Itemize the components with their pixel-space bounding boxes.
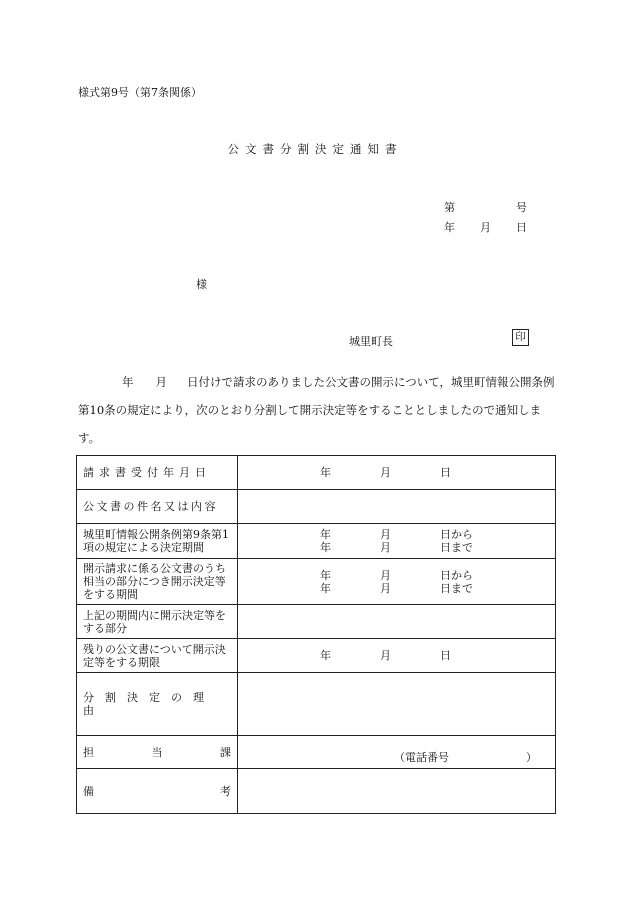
table-row — [77, 736, 556, 769]
issuer-name: 城里町長 — [349, 335, 393, 348]
row-label: 公文書の件名又は内容 — [77, 490, 238, 524]
table-row — [77, 639, 556, 673]
document-number-suffix: 号 — [516, 201, 527, 214]
table-row — [77, 524, 556, 559]
addressee-suffix: 様 — [196, 278, 207, 291]
row-value — [238, 605, 556, 639]
notice-body — [78, 368, 556, 452]
row-label: 開示請求に係る公文書のうち相当の部分につき開示決定等をする期間 — [77, 559, 238, 605]
body-year: 年 — [122, 375, 134, 389]
document-title: 公文書分割決定通知書 — [227, 142, 403, 156]
table-row — [77, 456, 556, 490]
decision-table — [76, 455, 556, 814]
issue-date-year: 年 — [444, 221, 455, 234]
row-label: 担 当 課 — [77, 736, 238, 769]
row-value — [238, 490, 556, 524]
row-label: 分割決定の理由 — [77, 673, 238, 736]
form-number-label: 様式第9号（第7条関係） — [78, 86, 202, 99]
row-value: 年 月 日から 年 月 日まで — [238, 524, 556, 559]
row-value — [238, 769, 556, 814]
row-label: 請求書受付年月日 — [77, 456, 238, 490]
table-row — [77, 559, 556, 605]
body-month: 月 — [155, 375, 167, 389]
row-value — [238, 673, 556, 736]
issue-date-month: 月 — [480, 221, 491, 234]
row-label: 残りの公文書について開示決定等をする期限 — [77, 639, 238, 673]
row-label: 備 考 — [77, 769, 238, 814]
table-row — [77, 769, 556, 814]
row-label: 上記の期間内に開示決定等をする部分 — [77, 605, 238, 639]
table-row — [77, 490, 556, 524]
issue-date-day: 日 — [516, 221, 527, 234]
row-value: 年 月 日から 年 月 日まで — [238, 559, 556, 605]
seal-mark: 印 — [512, 329, 529, 346]
table-row — [77, 673, 556, 736]
document-number-prefix: 第 — [444, 201, 455, 214]
table-row — [77, 605, 556, 639]
row-value: 年 月 日 — [238, 456, 556, 490]
body-text: 日付けで請求のありました公文書の開示について，城里町情報公開条例第10条の規定により，次のとおり分割して開示決定等をすることとしましたので通知します。 — [78, 375, 555, 445]
row-value: 年 月 日 — [238, 639, 556, 673]
row-label: 城里町情報公開条例第9条第1項の規定による決定期間 — [77, 524, 238, 559]
phone-number-field: （電話番号 ） — [238, 736, 556, 769]
